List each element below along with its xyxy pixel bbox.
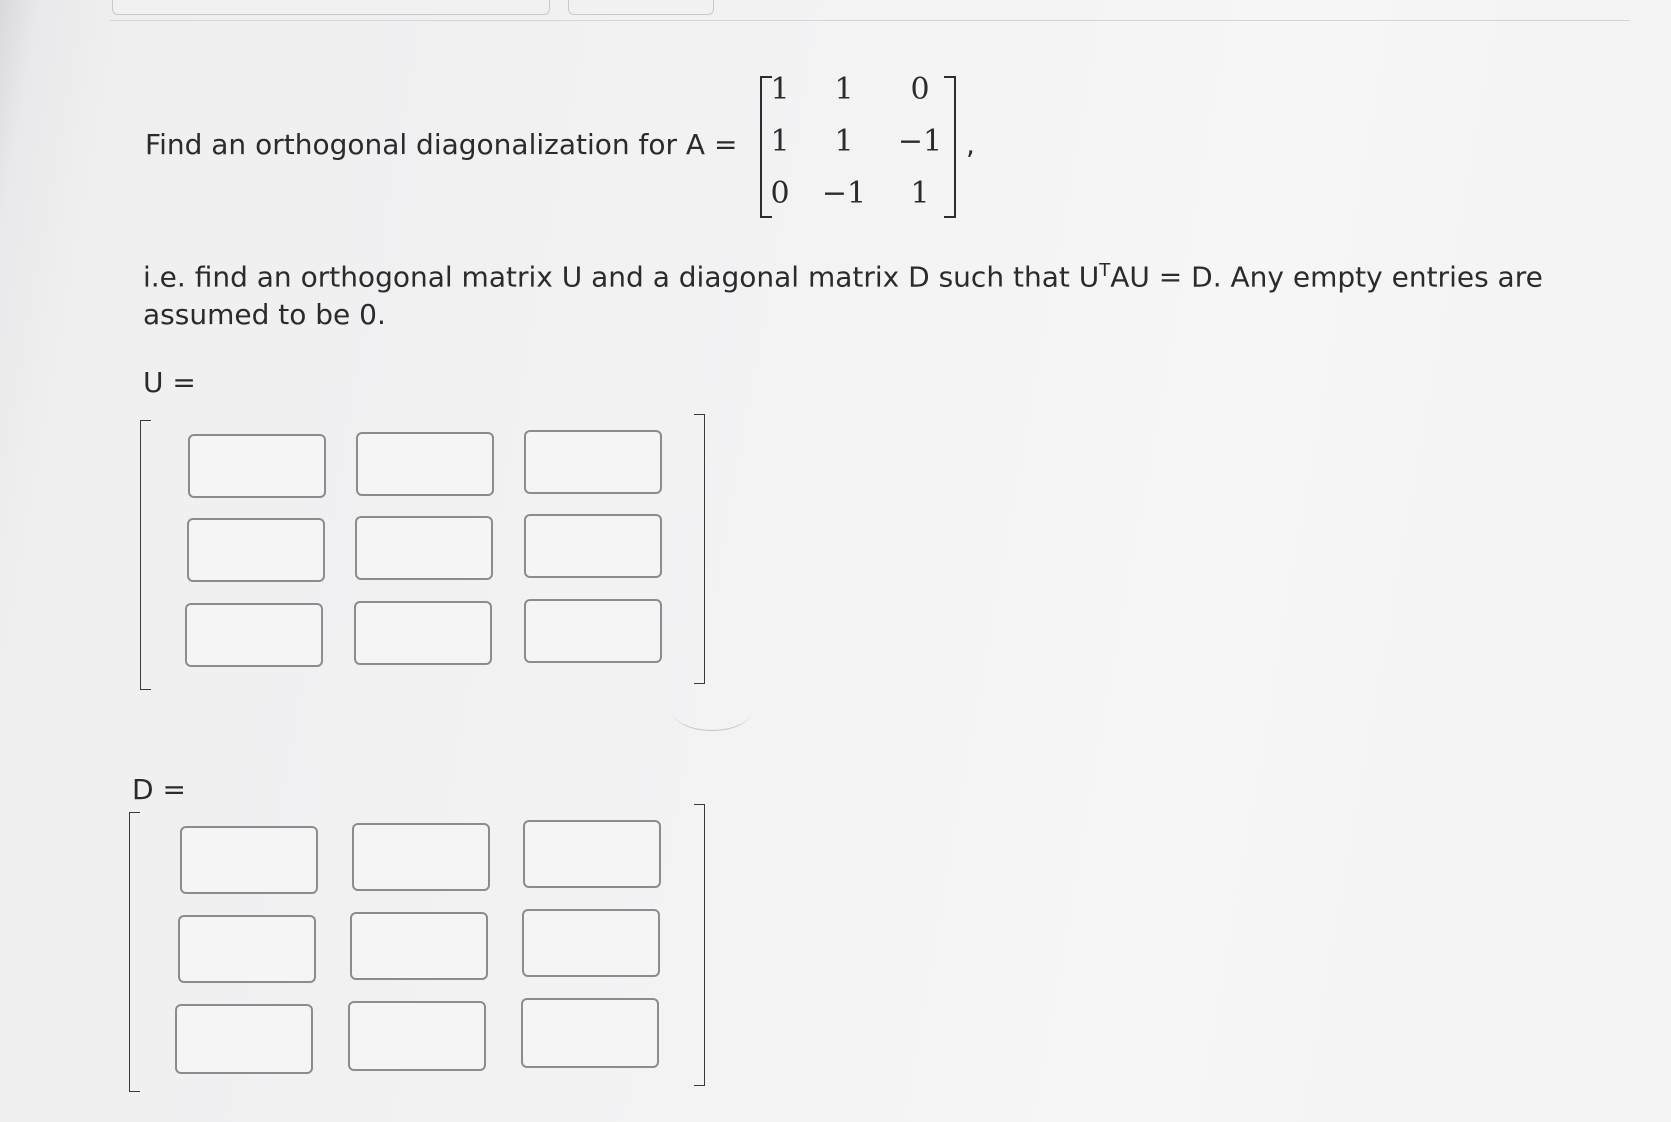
top-tab-right[interactable] xyxy=(568,0,714,15)
matrix-a-cell: 1 xyxy=(834,72,854,107)
d-matrix-left-bracket xyxy=(129,812,140,1092)
question-intro: Find an orthogonal diagonalization for A = xyxy=(145,128,738,161)
u-label: U = xyxy=(143,366,196,399)
d-entry-1-2[interactable] xyxy=(352,823,490,891)
top-bar xyxy=(0,0,1671,22)
matrix-a-trailing-comma: , xyxy=(966,128,975,161)
d-entry-3-3[interactable] xyxy=(521,998,659,1068)
decorative-curve xyxy=(672,690,752,731)
matrix-a-cell: 1 xyxy=(834,124,854,159)
matrix-a-cell: −1 xyxy=(821,176,867,211)
d-entry-3-1[interactable] xyxy=(175,1004,313,1074)
top-divider xyxy=(110,20,1630,21)
question-line-2 xyxy=(143,260,1543,293)
u-entry-1-2[interactable] xyxy=(356,432,494,496)
top-tab-left[interactable] xyxy=(112,0,550,15)
d-entry-2-3[interactable] xyxy=(522,909,660,977)
d-entry-3-2[interactable] xyxy=(348,1001,486,1071)
matrix-a-cell: 1 xyxy=(910,176,930,211)
question-line-2-text: i.e. find an orthogonal matrix U and a diagonal matrix D such that U xyxy=(143,260,1100,294)
d-matrix-right-bracket xyxy=(694,804,705,1086)
u-matrix-right-bracket xyxy=(694,414,705,684)
u-matrix-left-bracket xyxy=(140,420,151,690)
matrix-a-cell: 0 xyxy=(770,176,790,211)
transpose-superscript: T xyxy=(1099,260,1111,281)
u-entry-3-3[interactable] xyxy=(524,599,662,663)
matrix-a-cell: 1 xyxy=(770,124,790,159)
u-entry-3-1[interactable] xyxy=(185,603,323,667)
u-entry-2-3[interactable] xyxy=(524,514,662,578)
matrix-a-cell: 1 xyxy=(770,72,790,107)
u-entry-2-2[interactable] xyxy=(355,516,493,580)
matrix-a-cell: −1 xyxy=(897,124,943,159)
matrix-a-cell: 0 xyxy=(910,72,930,107)
question-line-2-text-end: AU = D. Any empty entries are xyxy=(1110,260,1543,294)
d-label: D = xyxy=(132,773,186,806)
question-line-3: assumed to be 0. xyxy=(143,298,386,331)
d-entry-1-1[interactable] xyxy=(180,826,318,894)
u-entry-3-2[interactable] xyxy=(354,601,492,665)
u-entry-2-1[interactable] xyxy=(187,518,325,582)
d-entry-2-2[interactable] xyxy=(350,912,488,980)
u-entry-1-3[interactable] xyxy=(524,430,662,494)
u-entry-1-1[interactable] xyxy=(188,434,326,498)
d-entry-1-3[interactable] xyxy=(523,820,661,888)
d-entry-2-1[interactable] xyxy=(178,915,316,983)
